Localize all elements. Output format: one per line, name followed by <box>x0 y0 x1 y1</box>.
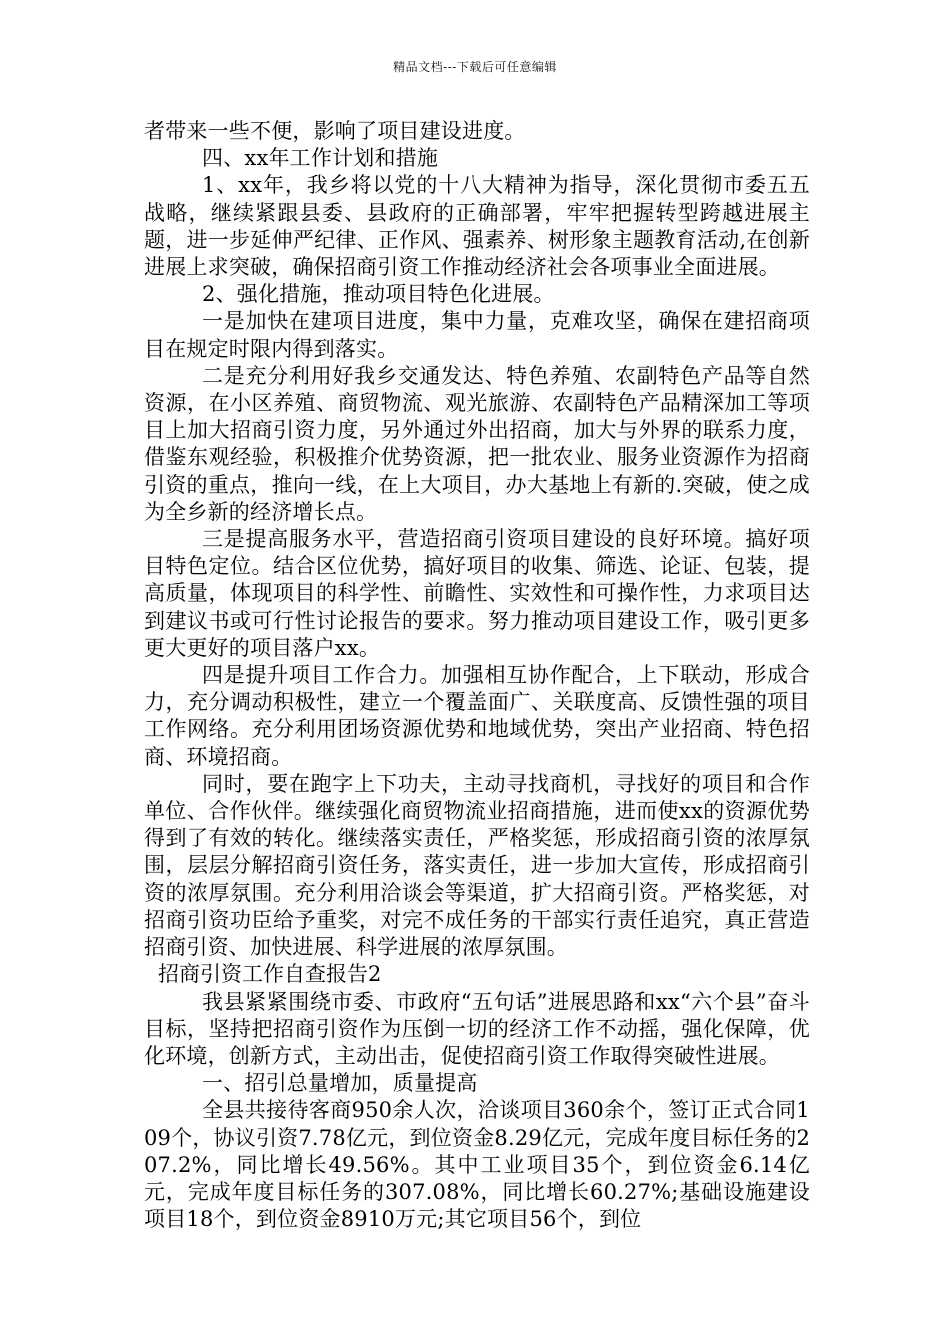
section-heading: 2、强化措施，推动项目特色化进展。 <box>202 282 555 307</box>
paragraph: 全县共接待客商950余人次，洽谈项目360余个，签订正式合同109个，协议引资7.78亿元，到位资金8.29亿元，完成年度目标任务的207.2%，同比增长49.56%。其中工业项目35个，到位资金6.14亿元，完成年度目标任务的307.08%，同比增长60.27%;基础设施建设项目18个，到位资金8910万元;其它项目56个，到位 <box>144 1098 810 1232</box>
paragraph: 二是充分利用好我乡交通发达、特色养殖、农副特色产品等自然资源，在小区养殖、商贸物流、观光旅游、农副特色产品精深加工等项目上加大招商引资力度，另外通过外出招商，加大与外界的联系力度，借鉴东观经验，积极推介优势资源，把一批农业、服务业资源作为招商引资的重点，推向一线，在上大项目，办大基地上有新的.突破，使之成为全乡新的经济增长点。 <box>144 363 810 524</box>
paragraph: 我县紧紧围绕市委、市政府“五句话”进展思路和xx“六个县”奋斗目标，坚持把招商引资作为压倒一切的经济工作不动摇，强化保障，优化环境，创新方式，主动出击，促使招商引资工作取得突破性进展。 <box>144 989 810 1068</box>
section-heading: 四、xx年工作计划和措施 <box>202 146 439 171</box>
page-header: 精品文档---下载后可任意编辑 <box>393 60 557 74</box>
report-title: 招商引资工作自查报告2 <box>158 962 382 987</box>
paragraph: 1、xx年，我乡将以党的十八大精神为指导，深化贯彻市委五五战略，继续紧跟县委、县政府的正确部署，牢牢把握转型跨越进展主题，进一步延伸严纪律、正作风、强素养、树形象主题教育活动,在创新进展上求突破，确保招商引资工作推动经济社会各项事业全面进展。 <box>144 173 810 280</box>
paragraph: 者带来一些不便，影响了项目建设进度。 <box>144 119 526 143</box>
document-body <box>144 118 810 1233</box>
paragraph: 同时，要在跑字上下功夫，主动寻找商机，寻找好的项目和合作单位、合作伙伴。继续强化商贸物流业招商措施，进而使xx的资源优势得到了有效的转化。继续落实责任，严格奖惩，形成招商引资的浓厚氛围，层层分解招商引资任务，落实责任，进一步加大宣传，形成招商引资的浓厚氛围。充分利用洽谈会等渠道，扩大招商引资。严格奖惩，对招商引资功臣给予重奖，对完不成任务的干部实行责任追究，真正营造招商引资、加快进展、科学进展的浓厚氛围。 <box>144 771 810 960</box>
paragraph: 一是加快在建项目进度，集中力量，克难攻坚，确保在建招商项目在规定时限内得到落实。 <box>144 309 810 361</box>
section-heading: 一、招引总量增加，质量提高 <box>202 1071 478 1096</box>
paragraph: 三是提高服务水平，营造招商引资项目建设的良好环境。搞好项目特色定位。结合区位优势，搞好项目的收集、筛选、论证、包装，提高质量，体现项目的科学性、前瞻性、实效性和可操作性，力求项目达到建议书或可行性讨论报告的要求。努力推动项目建设工作，吸引更多更大更好的项目落户xx。 <box>144 527 810 660</box>
paragraph: 四是提升项目工作合力。加强相互协作配合，上下联动，形成合力，充分调动积极性，建立一个覆盖面广、关联度高、反馈性强的项目工作网络。充分利用团场资源优势和地域优势，突出产业招商、特色招商、环境招商。 <box>144 663 810 769</box>
